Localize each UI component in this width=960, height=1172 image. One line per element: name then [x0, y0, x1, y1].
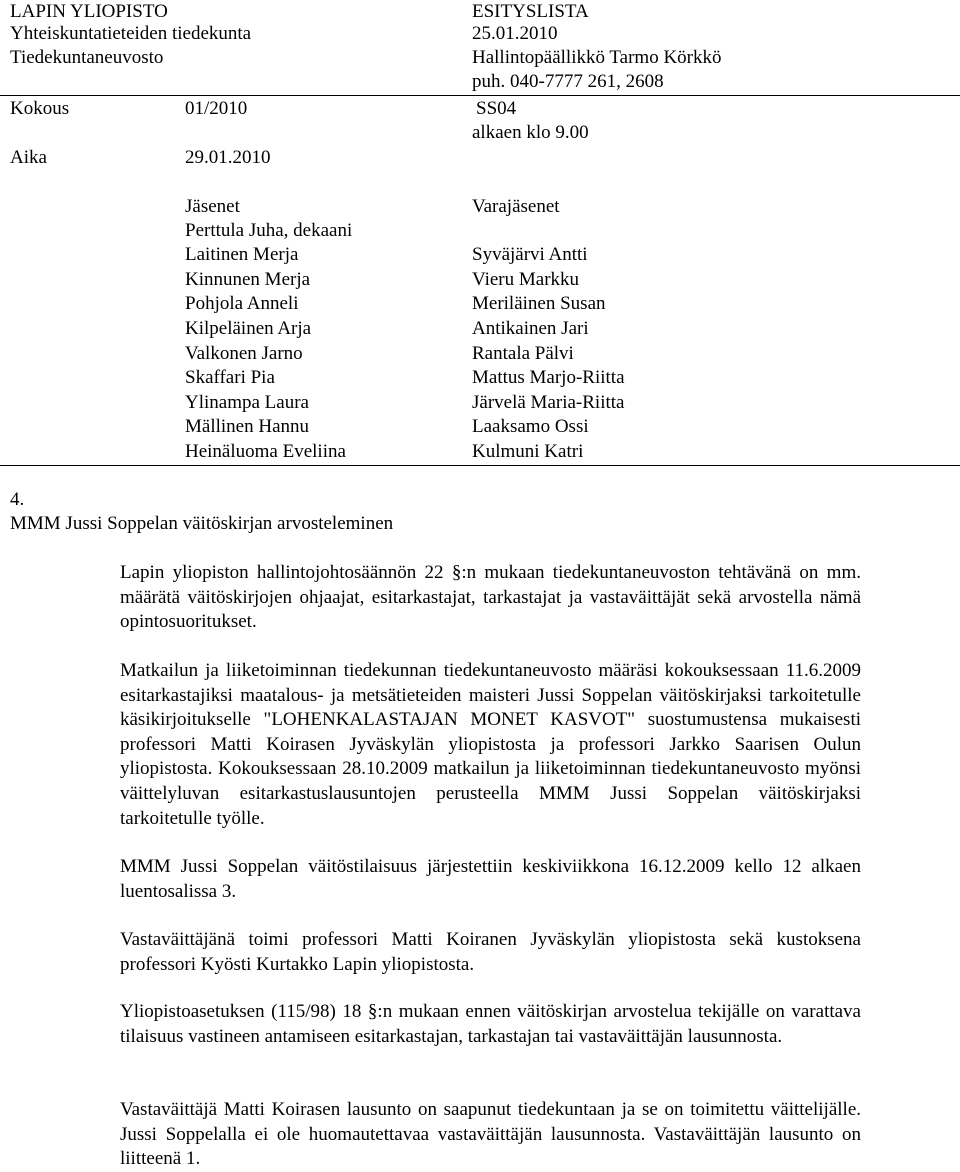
paragraph-3: MMM Jussi Soppelan väitöstilaisuus järjestettiin keskiviikkona 16.12.2009 kello 12 alkaen luentosalissa 3. — [120, 856, 861, 902]
deputy-name: Syväjärvi Antti — [472, 244, 588, 265]
deputy-name: Kulmuni Katri — [472, 441, 584, 462]
member-name: Laitinen Merja — [185, 244, 299, 265]
faculty-name: Yhteiskuntatieteiden tiedekunta — [10, 23, 252, 44]
contact-name: Hallintopäällikkö Tarmo Körkkö — [472, 47, 722, 68]
member-name: Mällinen Hannu — [185, 416, 310, 437]
aika-value: 29.01.2010 — [185, 147, 271, 168]
item-title: MMM Jussi Soppelan väitöskirjan arvosteleminen — [10, 513, 394, 534]
deputy-name: Vieru Markku — [472, 269, 580, 290]
deputy-name: Antikainen Jari — [472, 318, 589, 339]
contact-phone: puh. 040-7777 261, 2608 — [472, 71, 664, 92]
board-name: Tiedekuntaneuvosto — [10, 47, 164, 68]
member-name: Kilpeläinen Arja — [185, 318, 312, 339]
deputy-name: Järvelä Maria-Riitta — [472, 392, 625, 413]
header-rule — [0, 95, 960, 96]
deputy-name: Laaksamo Ossi — [472, 416, 589, 437]
member-name: Ylinampa Laura — [185, 392, 309, 413]
paragraph-4: Vastaväittäjänä toimi professori Matti Koiranen Jyväskylän yliopistosta sekä kustoksena professori Kyösti Kurtakko Lapin yliopistosta. — [120, 929, 861, 975]
member-name: Heinäluoma Eveliina — [185, 441, 346, 462]
meeting-start: alkaen klo 9.00 — [472, 122, 589, 143]
paragraph-1: Lapin yliopiston hallintojohtosäännön 22 §:n mukaan tiedekuntaneuvoston tehtävänä on mm. määrätä väitöskirjojen ohjaajat, esitarkastajat, tarkastajat ja vastaväittäjät sekä arvostella nämä opintosuoritukset. — [120, 562, 861, 633]
doc-type: ESITYSLISTA — [472, 1, 589, 22]
paragraph-6: Vastaväittäjä Matti Koirasen lausunto on saapunut tiedekuntaan ja se on toimitettu väittelijälle. Jussi Soppelalla ei ole huomautettavaa vastaväittäjän lausunnosta. Vastaväittäjän lausunto on liitteenä 1. — [120, 1099, 861, 1170]
aika-label: Aika — [10, 147, 47, 168]
deputy-name: Mattus Marjo-Riitta — [472, 367, 625, 388]
deputy-name: Rantala Pälvi — [472, 343, 574, 364]
member-name: Kinnunen Merja — [185, 269, 311, 290]
member-name: Skaffari Pia — [185, 367, 275, 388]
member-name: Valkonen Jarno — [185, 343, 303, 364]
member-name: Perttula Juha, dekaani — [185, 220, 353, 241]
item-number: 4. — [10, 489, 25, 510]
members-title: Jäsenet — [185, 196, 240, 217]
kokous-label: Kokous — [10, 98, 70, 119]
deputy-name: Meriläinen Susan — [472, 293, 606, 314]
paragraph-2: Matkailun ja liiketoiminnan tiedekunnan tiedekuntaneuvosto määräsi kokouksessaan 11.6.2009 esitarkastajiksi maatalous- ja metsätieteiden maisteri Jussi Soppelan väitöskirjaksi tarkoitetulle käsikirjoitukselle "LOHENKALASTAJAN MONET KASVOT" suostumustensa mukaisesti professori Matti Koirasen Jyväskylän yliopistosta ja professori Jarkko Saarisen Oulun yliopistosta. Kokouksessaan 28.10.2009 matkailun ja liiketoiminnan tiedekuntaneuvosto myönsi väittelyluvan esitarkastuslausuntojen perusteella MMM Jussi Soppelan väitöskirjaksi tarkoitetulle työlle. — [120, 660, 861, 829]
members-rule — [0, 465, 960, 466]
member-name: Pohjola Anneli — [185, 293, 299, 314]
deputies-title: Varajäsenet — [472, 196, 560, 217]
doc-date: 25.01.2010 — [472, 23, 558, 44]
kokous-value: 01/2010 — [185, 98, 248, 119]
paragraph-5: Yliopistoasetuksen (115/98) 18 §:n mukaan ennen väitöskirjan arvostelua tekijälle on varattava tilaisuus vastineen antamiseen esitarkastajan, tarkastajan tai vastaväittäjän lausunnosta. — [120, 1001, 861, 1047]
meeting-room: SS04 — [476, 98, 517, 119]
org-name: LAPIN YLIOPISTO — [10, 1, 168, 22]
